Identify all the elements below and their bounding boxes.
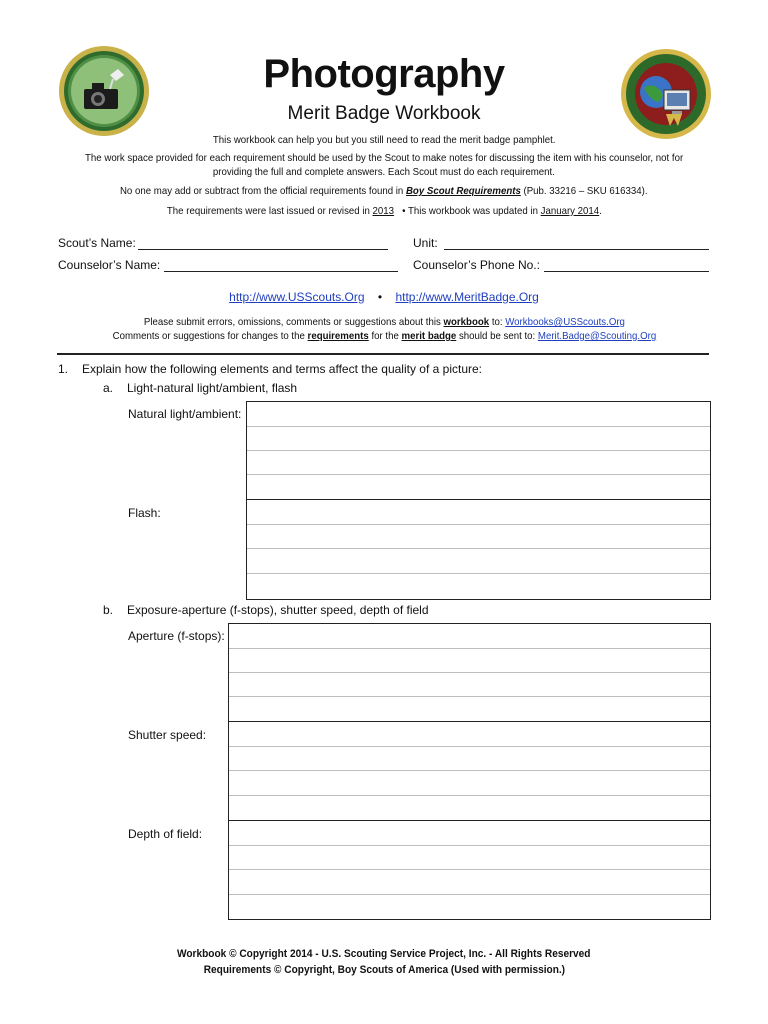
intro-line-1 [0,133,768,147]
flash-label: Flash: [128,506,161,520]
unit-field[interactable] [413,236,709,250]
writing-line [229,648,710,649]
scout-name-field[interactable] [58,236,388,250]
submit-text-1a: Please submit errors, omissions, comments or suggestions about this [143,316,444,328]
counselor-phone-line[interactable] [544,259,709,272]
section-separator [229,721,710,722]
writing-line [229,696,710,697]
shutter-speed-label: Shutter speed: [128,728,207,742]
submit-text-1b: to: [488,316,505,328]
counselor-name-field[interactable] [58,258,398,272]
revision-year: 2013 [372,205,394,217]
intro-text-5b: • This workbook was updated in [401,205,541,217]
aperture-label: Aperture (f-stops): [128,629,225,643]
links-row [0,290,768,304]
footer-text-1: Workbook © Copyright 2014 - U.S. Scouting Service Project, Inc. - All Rights Reserved [177,948,591,960]
counselor-phone-label: Counselor’s Phone No.: [413,258,540,272]
merit-badge-word: merit badge [401,330,456,342]
writing-line [247,524,710,525]
section-separator [247,499,710,500]
requirement-1-number: 1. [58,362,69,376]
footer-copyright-1 [0,946,768,962]
intro-text-3: providing the full and complete answers. Each Scout must do each requirement. [212,166,556,178]
writing-line [229,894,710,895]
requirement-1a-text: Light-natural light/ambient, flash [127,381,298,395]
requirement-1a-letter: a. [103,381,114,395]
intro-line-2 [0,151,768,165]
answer-box-1b[interactable] [228,623,711,920]
section-divider [57,353,709,355]
footer-text-2: Requirements © Copyright, Boy Scouts of America (Used with permission.) [203,964,565,976]
intro-line-4 [0,184,768,198]
writing-line [229,672,710,673]
writing-line [247,474,710,475]
writing-line [247,426,710,427]
requirements-word: requirements [307,330,369,342]
workbooks-email-link[interactable]: Workbooks@USScouts.Org [504,316,625,328]
intro-text-4b: (Pub. 33216 – SKU 616334). [521,185,648,197]
intro-text-1: This workbook can help you but you still need to read the merit badge pamphlet. [212,134,556,146]
meritbadge-link[interactable]: http://www.MeritBadge.Org [395,290,539,304]
counselor-name-line[interactable] [164,259,398,272]
scout-name-line[interactable] [138,237,388,250]
footer-copyright-2 [0,962,768,978]
submit-text-2b: for the [368,330,402,342]
submit-text-2c: should be sent to: [455,330,538,342]
requirement-1b-text: Exposure-aperture (f-stops), shutter speed, depth of field [127,603,429,617]
writing-line [229,845,710,846]
submit-line-2 [0,329,768,343]
counselor-name-label: Counselor’s Name: [58,258,161,272]
merit-badge-email-link[interactable]: Merit.Badge@Scouting.Org [537,330,656,342]
intro-text-4a: No one may add or subtract from the official requirements found in [120,185,407,197]
writing-line [229,869,710,870]
submit-text-2a: Comments or suggestions for changes to the [112,330,308,342]
intro-line-3 [0,165,768,179]
unit-line[interactable] [444,237,709,250]
unit-label: Unit: [413,236,438,250]
intro-line-5 [0,204,768,218]
writing-line [229,795,710,796]
submit-line-1 [0,315,768,329]
natural-light-label: Natural light/ambient: [128,407,242,421]
depth-of-field-label: Depth of field: [128,827,203,841]
writing-line [229,770,710,771]
writing-line [247,573,710,574]
book-title: Boy Scout Requirements [406,185,522,197]
answer-box-1a[interactable] [246,401,711,600]
counselor-phone-field[interactable] [413,258,709,272]
page-title: Photography [263,52,505,96]
section-separator [229,820,710,821]
update-date: January 2014 [540,205,599,217]
writing-line [229,746,710,747]
intro-text-5a: The requirements were last issued or revised in [166,205,373,217]
workbook-word: workbook [443,316,489,328]
requirement-1b-letter: b. [103,603,114,617]
intro-text-2: The work space provided for each requirement should be used by the Scout to make notes for discussing the item with his counselor, not for [84,152,684,164]
requirement-1-text: Explain how the following elements and terms affect the quality of a picture: [82,362,483,376]
scout-name-label: Scout’s Name: [58,236,136,250]
intro-text-5c: . [598,205,602,217]
usscouts-link[interactable]: http://www.USScouts.Org [229,290,365,304]
link-separator: • [377,290,383,304]
page-subtitle: Merit Badge Workbook [287,103,481,124]
writing-line [247,548,710,549]
writing-line [247,450,710,451]
